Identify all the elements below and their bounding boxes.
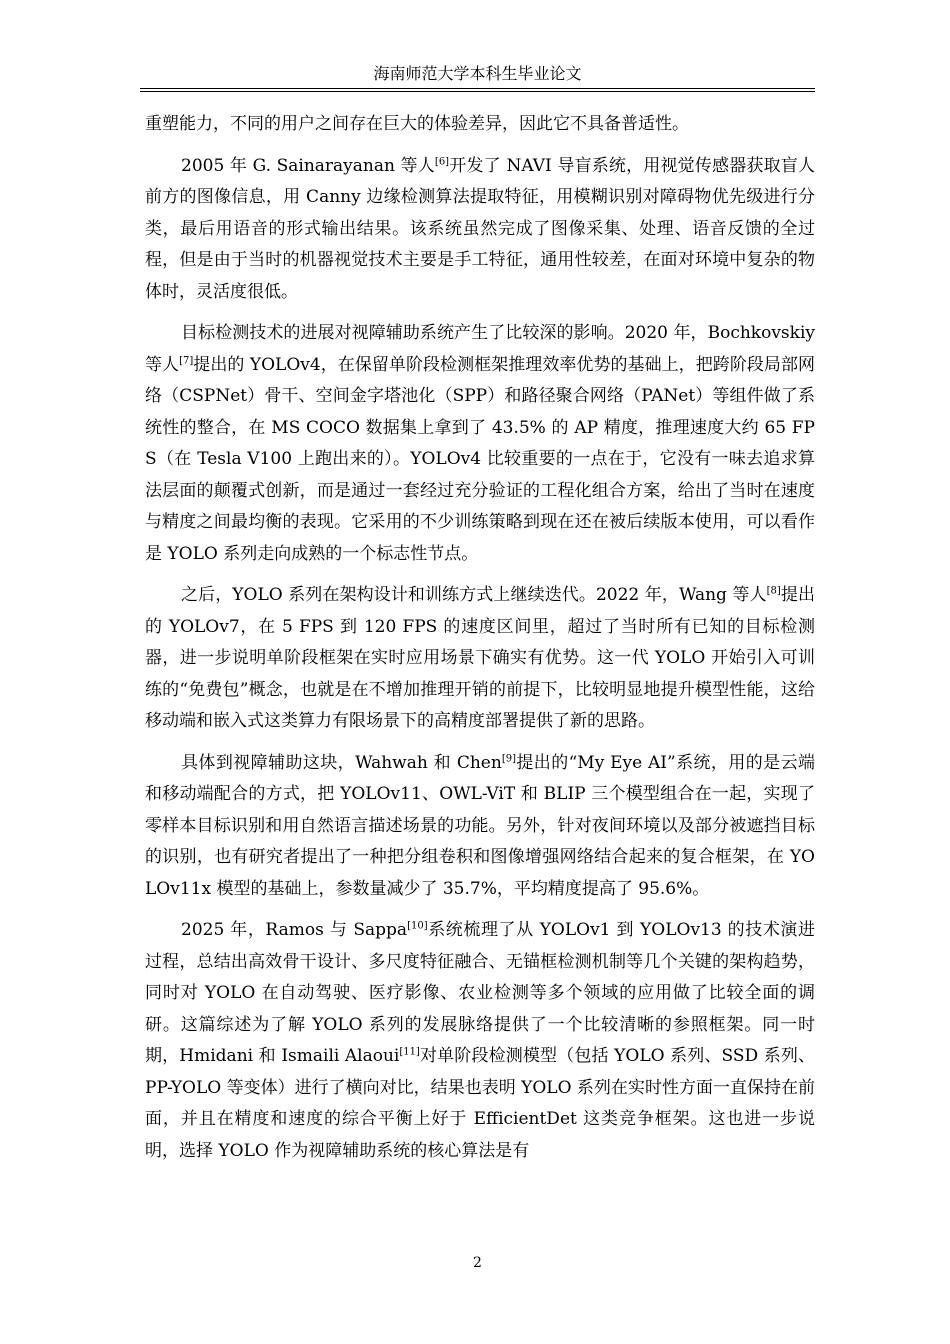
text-run: 提出的“My Eye AI”系统，用的是云端和移动端配合的方式，把 YOLOv11、OWL-ViT 和 BLIP 三个模型组合在一起，实现了零样本目标识别和用自然语言描述场景的功能。另外，针对夜间环境以及部分被遮挡目标的识别，也有研究者提出了一种把分组卷积和图像增强网络结合起来的复合框架，在 YOLOv11x 模型的基础上，参数量减少了 35.7%，平均精度提高了 95.6%。 <box>145 752 815 899</box>
body-text <box>145 109 815 1167</box>
text-run: 对单阶段检测模型（包括 YOLO 系列、SSD 系列、PP-YOLO 等变体）进行了横向对比，结果也表明 YOLO 系列在实时性方面一直保持在前面，并且在精度和速度的综合平衡上好于 EfficientDet 这类竞争框架。这也进一步说明，选择 YOLO 作为视障辅助系统的核心算法是有 <box>145 1046 815 1161</box>
paragraph <box>145 151 815 309</box>
text-run: 具体到视障辅助这块，Wahwah 和 Chen <box>181 752 502 773</box>
paragraph <box>145 748 815 906</box>
running-header: 海南师范大学本科生毕业论文 <box>373 64 582 83</box>
text-run: 系统梳理了从 YOLOv1 到 YOLOv13 的技术演进过程，总结出高效骨干设计、多尺度特征融合、无锚框检测机制等几个关键的架构趋势，同时对 YOLO 在自动驾驶、医疗影像、农业检测等多个领域的应用做了比较全面的调研。这篇综述为了解 YOLO 系列的发展脉络提供了一个比较清晰的参照框架。同一时期，Hmidani 和 Ismaili Alaoui <box>145 920 816 1066</box>
citation-ref[interactable]: [7] <box>179 354 194 366</box>
paragraph <box>145 109 815 141</box>
text-run: 2005 年 G. Sainarayanan 等人 <box>181 155 435 176</box>
text-run: 重塑能力，不同的用户之间存在巨大的体验差异，因此它不具备普适性。 <box>145 114 689 134</box>
paragraph <box>145 580 815 738</box>
citation-ref[interactable]: [11] <box>399 1046 420 1058</box>
citation-ref[interactable]: [6] <box>434 155 450 167</box>
text-run: 提出的 YOLOv7，在 5 FPS 到 120 FPS 的速度区间里，超过了当时所有已知的目标检测器，进一步说明单阶段框架在实时应用场景下确实有优势。这一代 YOLO 开始引入可训练的“免费包”概念，也就是在不增加推理开销的前提下，比较明显地提升模型性能，这给移动端和嵌入式这类算力有限场景下的高精度部署提供了新的思路。 <box>145 585 815 731</box>
text-run: 2025 年，Ramos 与 Sappa <box>181 920 408 940</box>
citation-ref[interactable]: [9] <box>501 752 516 764</box>
paragraph <box>145 915 815 1167</box>
header-rule <box>140 88 815 92</box>
citation-ref[interactable]: [10] <box>407 920 428 932</box>
citation-ref[interactable]: [8] <box>766 585 781 597</box>
text-run: 之后，YOLO 系列在架构设计和训练方式上继续迭代。2022 年，Wang 等人 <box>181 585 767 605</box>
page-number: 2 <box>473 1255 482 1271</box>
text-run: 目标检测技术的进展对视障辅助系统产生了比较深的影响。2020 年，Bochkovskiy 等人 <box>145 323 815 375</box>
text-run: 提出的 YOLOv4，在保留单阶段检测框架推理效率优势的基础上，把跨阶段局部网络（CSPNet）骨干、空间金字塔池化（SPP）和路径聚合网络（PANet）等组件做了系统性的整合，在 MS COCO 数据集上拿到了 43.5% 的 AP 精度，推理速度大约 65 FPS（在 Tesla V100 上跑出来的）。YOLOv4 比较重要的一点在于，它没有一味去追求算法层面的颠覆式创新，而是通过一套经过充分验证的工程化组合方案，给出了当时在速度与精度之间最均衡的表现。它采用的不少训练策略到现在还在被后续版本使用，可以看作是 YOLO 系列走向成熟的一个标志性节点。 <box>145 354 815 564</box>
text-run: 开发了 NAVI 导盲系统，用视觉传感器获取盲人前方的图像信息，用 Canny 边缘检测算法提取特征，用模糊识别对障碍物优先级进行分类，最后用语音的形式输出结果。该系统虽然完成了图像采集、处理、语音反馈的全过程，但是由于当时的机器视觉技术主要是手工特征，通用性较差，在面对环境中复杂的物体时，灵活度很低。 <box>145 155 815 302</box>
paragraph <box>145 318 815 570</box>
